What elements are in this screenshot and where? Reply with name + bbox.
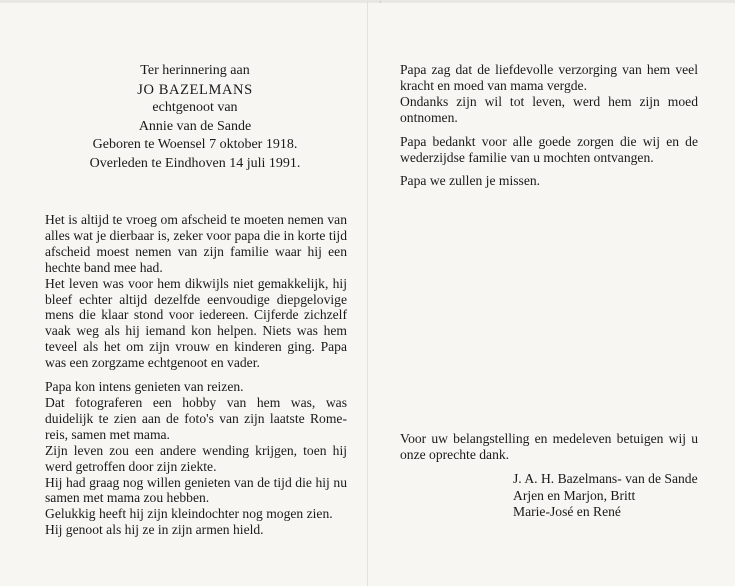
signature-block bbox=[513, 471, 713, 521]
deceased-name: JO BAZELMANS bbox=[137, 81, 253, 98]
right-text-column bbox=[400, 62, 698, 189]
signature-line: J. A. H. Bazelmans- van de Sande bbox=[513, 471, 698, 486]
death-line: Overleden te Eindhoven 14 juli 1991. bbox=[89, 155, 301, 171]
heading-intro: Ter herinnering aan bbox=[140, 63, 250, 78]
thanks-text: Voor uw belangstelling en medeleven betuigen wij u onze oprechte dank. bbox=[400, 431, 698, 462]
left-paragraph: Het is altijd te vroeg om afscheid te moeten nemen van alles wat je dierbaar is, zeker voor papa die in korte tijd afscheid moest nemen van zijn familie waar hij een hechte band mee had. bbox=[45, 212, 347, 275]
corner-mark: ´ bbox=[379, 0, 382, 9]
right-paragraph: Papa bedankt voor alle goede zorgen die wij en de wederzijdse familie van u mochten ontvangen. bbox=[400, 133, 698, 165]
left-paragraph: Dat fotograferen een hobby van hem was, was duidelijk te zien aan de foto's van zijn laatste Rome-reis, samen met mama. bbox=[45, 394, 347, 442]
spouse-name: Annie van de Sande bbox=[138, 118, 252, 134]
heading-relation: echtgenoot van bbox=[152, 100, 238, 115]
signature-line: Marie-José en René bbox=[513, 504, 621, 519]
left-paragraph: Gelukkig heeft hij zijn kleindochter nog mogen zien. bbox=[45, 506, 333, 522]
left-paragraph: Het leven was voor hem dikwijls niet gemakkelijk, hij bleef echter altijd dezelfde eenvoudige diepgelovige mens die klaar stond voor iedereen. Cijferde zichzelf vaak weg als hij iemand kon helpen. Niets was hem teveel als het om zijn vrouw en kinderen ging. Papa was een zorgzame echtgenoot en vader. bbox=[45, 275, 347, 371]
signature-line: Arjen en Marjon, Britt bbox=[513, 487, 636, 503]
memorial-heading bbox=[60, 62, 330, 173]
left-paragraph: Papa kon intens genieten van reizen. bbox=[45, 379, 244, 395]
right-paragraph: Papa zag dat de liefdevolle verzorging van hem veel kracht en moed van mama vergde. bbox=[400, 62, 698, 93]
left-paragraph: Hij had graag nog willen genieten van de tijd die hij nu samen met mama zou hebben. bbox=[45, 474, 347, 506]
right-paragraph: Papa we zullen je missen. bbox=[400, 173, 541, 189]
left-paragraph: Hij genoot als hij ze in zijn armen hield. bbox=[45, 522, 264, 538]
card-fold-line bbox=[367, 0, 368, 586]
birth-line: Geboren te Woensel 7 oktober 1918. bbox=[92, 137, 298, 152]
left-paragraph: Zijn leven zou een andere wending krijgen, toen hij werd getroffen door zijn ziekte. bbox=[45, 442, 347, 474]
right-paragraph: Ondanks zijn wil tot leven, werd hem zijn moed ontnomen. bbox=[400, 93, 698, 125]
left-text-column bbox=[45, 212, 347, 538]
